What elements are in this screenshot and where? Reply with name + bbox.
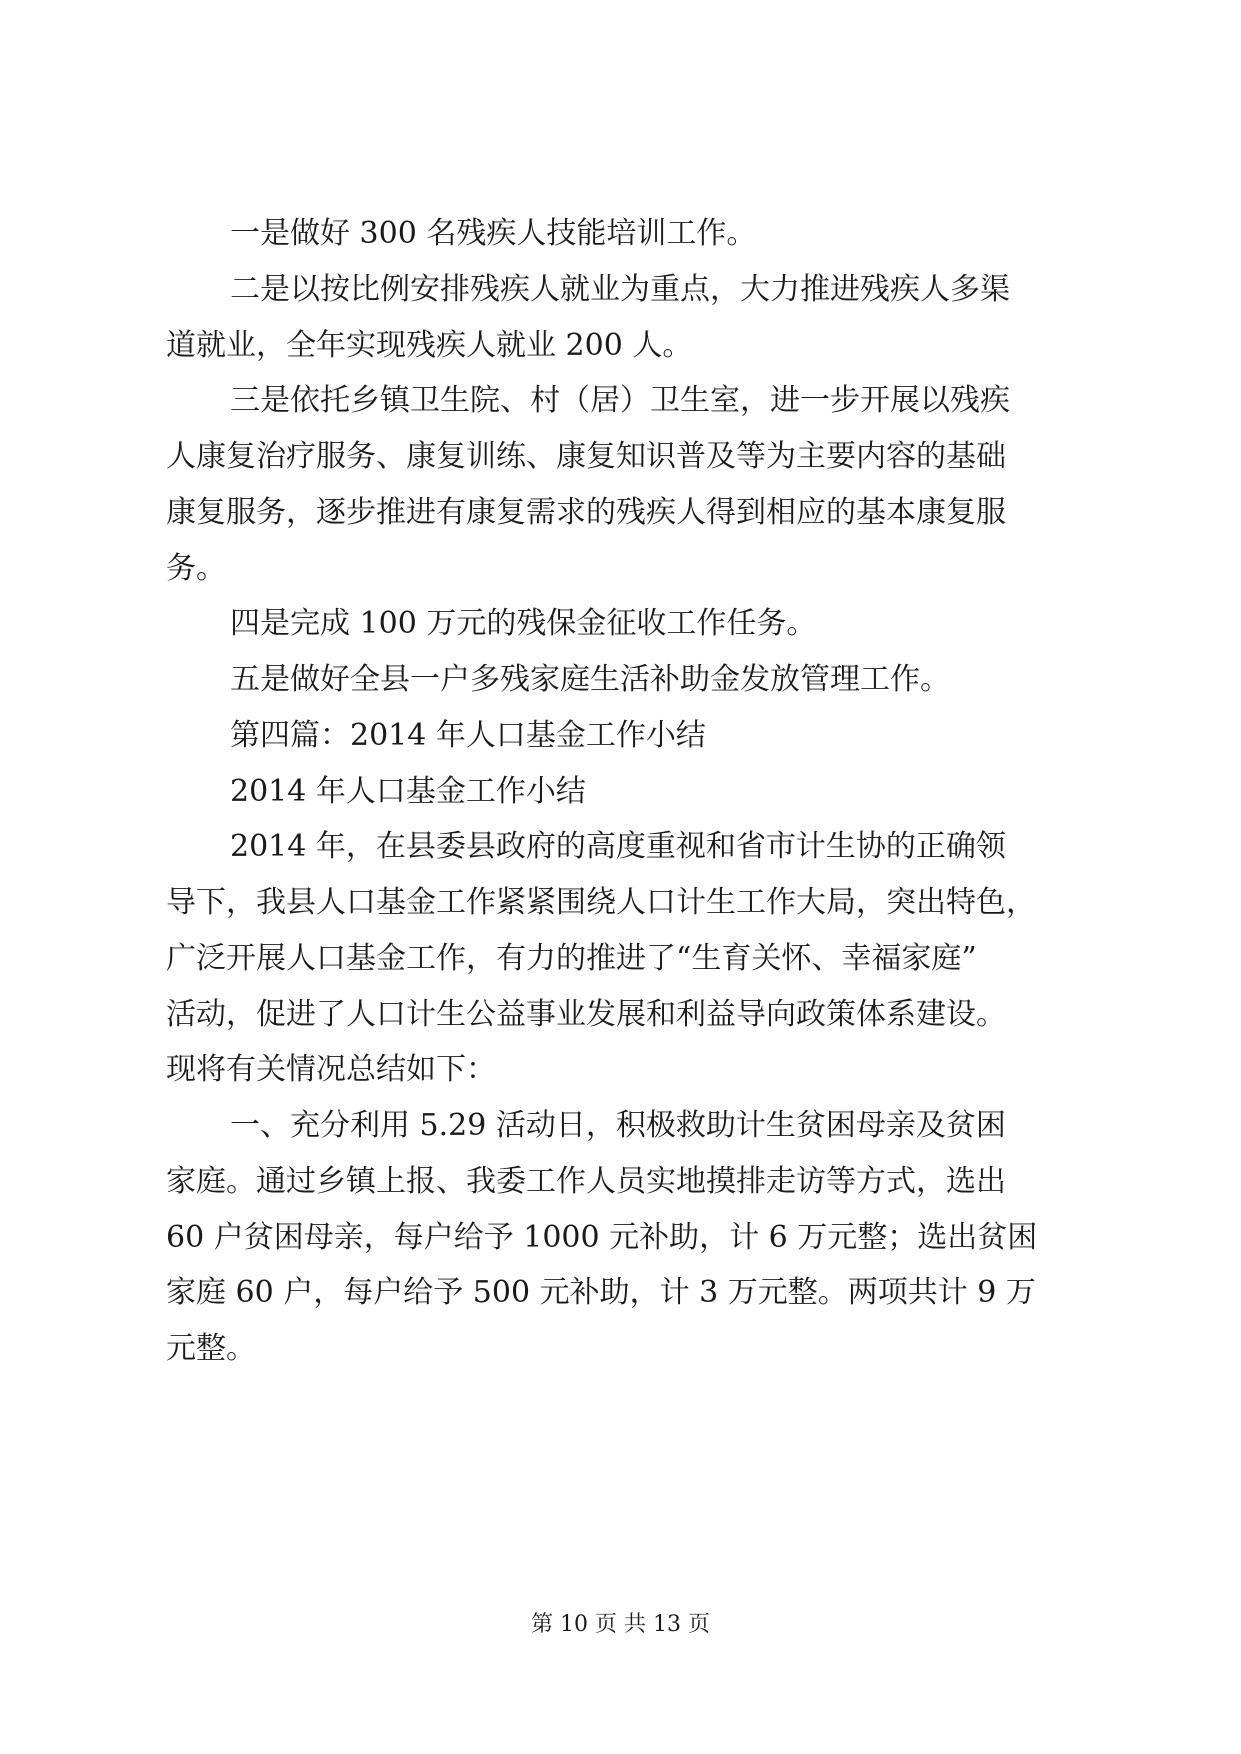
paragraph-line: 一是做好 300 名残疾人技能培训工作。 <box>230 216 757 251</box>
section-heading: 第四篇：2014 年人口基金工作小结 <box>230 718 706 753</box>
paragraph-line: 导下，我县人口基金工作紧紧围绕人口计生工作大局，突出特色， <box>166 885 1036 920</box>
paragraph-line: 家庭 60 户，每户给予 500 元补助，计 3 万元整。两项共计 9 万 <box>166 1275 1036 1310</box>
paragraph-line: 2014 年，在县委县政府的高度重视和省市计生协的正确领 <box>230 829 1006 864</box>
paragraph-line: 四是完成 100 万元的残保金征收工作任务。 <box>230 606 817 641</box>
paragraph-line: 务。 <box>166 551 226 586</box>
page-number-footer: 第 10 页 共 13 页 <box>531 1612 710 1637</box>
paragraph-line: 三是依托乡镇卫生院、村（居）卫生室，进一步开展以残疾 <box>230 383 1010 418</box>
paragraph-line: 家庭。通过乡镇上报、我委工作人员实地摸排走访等方式，选出 <box>166 1164 1006 1199</box>
section-title: 2014 年人口基金工作小结 <box>230 774 586 809</box>
paragraph-line: 现将有关情况总结如下： <box>166 1052 496 1087</box>
paragraph-line: 康复服务，逐步推进有康复需求的残疾人得到相应的基本康复服 <box>166 495 1006 530</box>
paragraph-line: 活动，促进了人口计生公益事业发展和利益导向政策体系建设。 <box>166 997 1006 1032</box>
paragraph-line: 道就业，全年实现残疾人就业 200 人。 <box>166 328 693 363</box>
paragraph-line: 人康复治疗服务、康复训练、康复知识普及等为主要内容的基础 <box>166 439 1006 474</box>
paragraph-line: 60 户贫困母亲，每户给予 1000 元补助，计 6 万元整；选出贫困 <box>166 1220 1038 1255</box>
paragraph-line: 元整。 <box>166 1331 256 1366</box>
paragraph-line: 一、充分利用 5.29 活动日，积极救助计生贫困母亲及贫困 <box>230 1108 1006 1143</box>
paragraph-line: 五是做好全县一户多残家庭生活补助金发放管理工作。 <box>230 662 950 697</box>
paragraph-line: 二是以按比例安排残疾人就业为重点，大力推进残疾人多渠 <box>230 272 1010 307</box>
paragraph-line: 广泛开展人口基金工作，有力的推进了“生育关怀、幸福家庭” <box>166 941 977 976</box>
